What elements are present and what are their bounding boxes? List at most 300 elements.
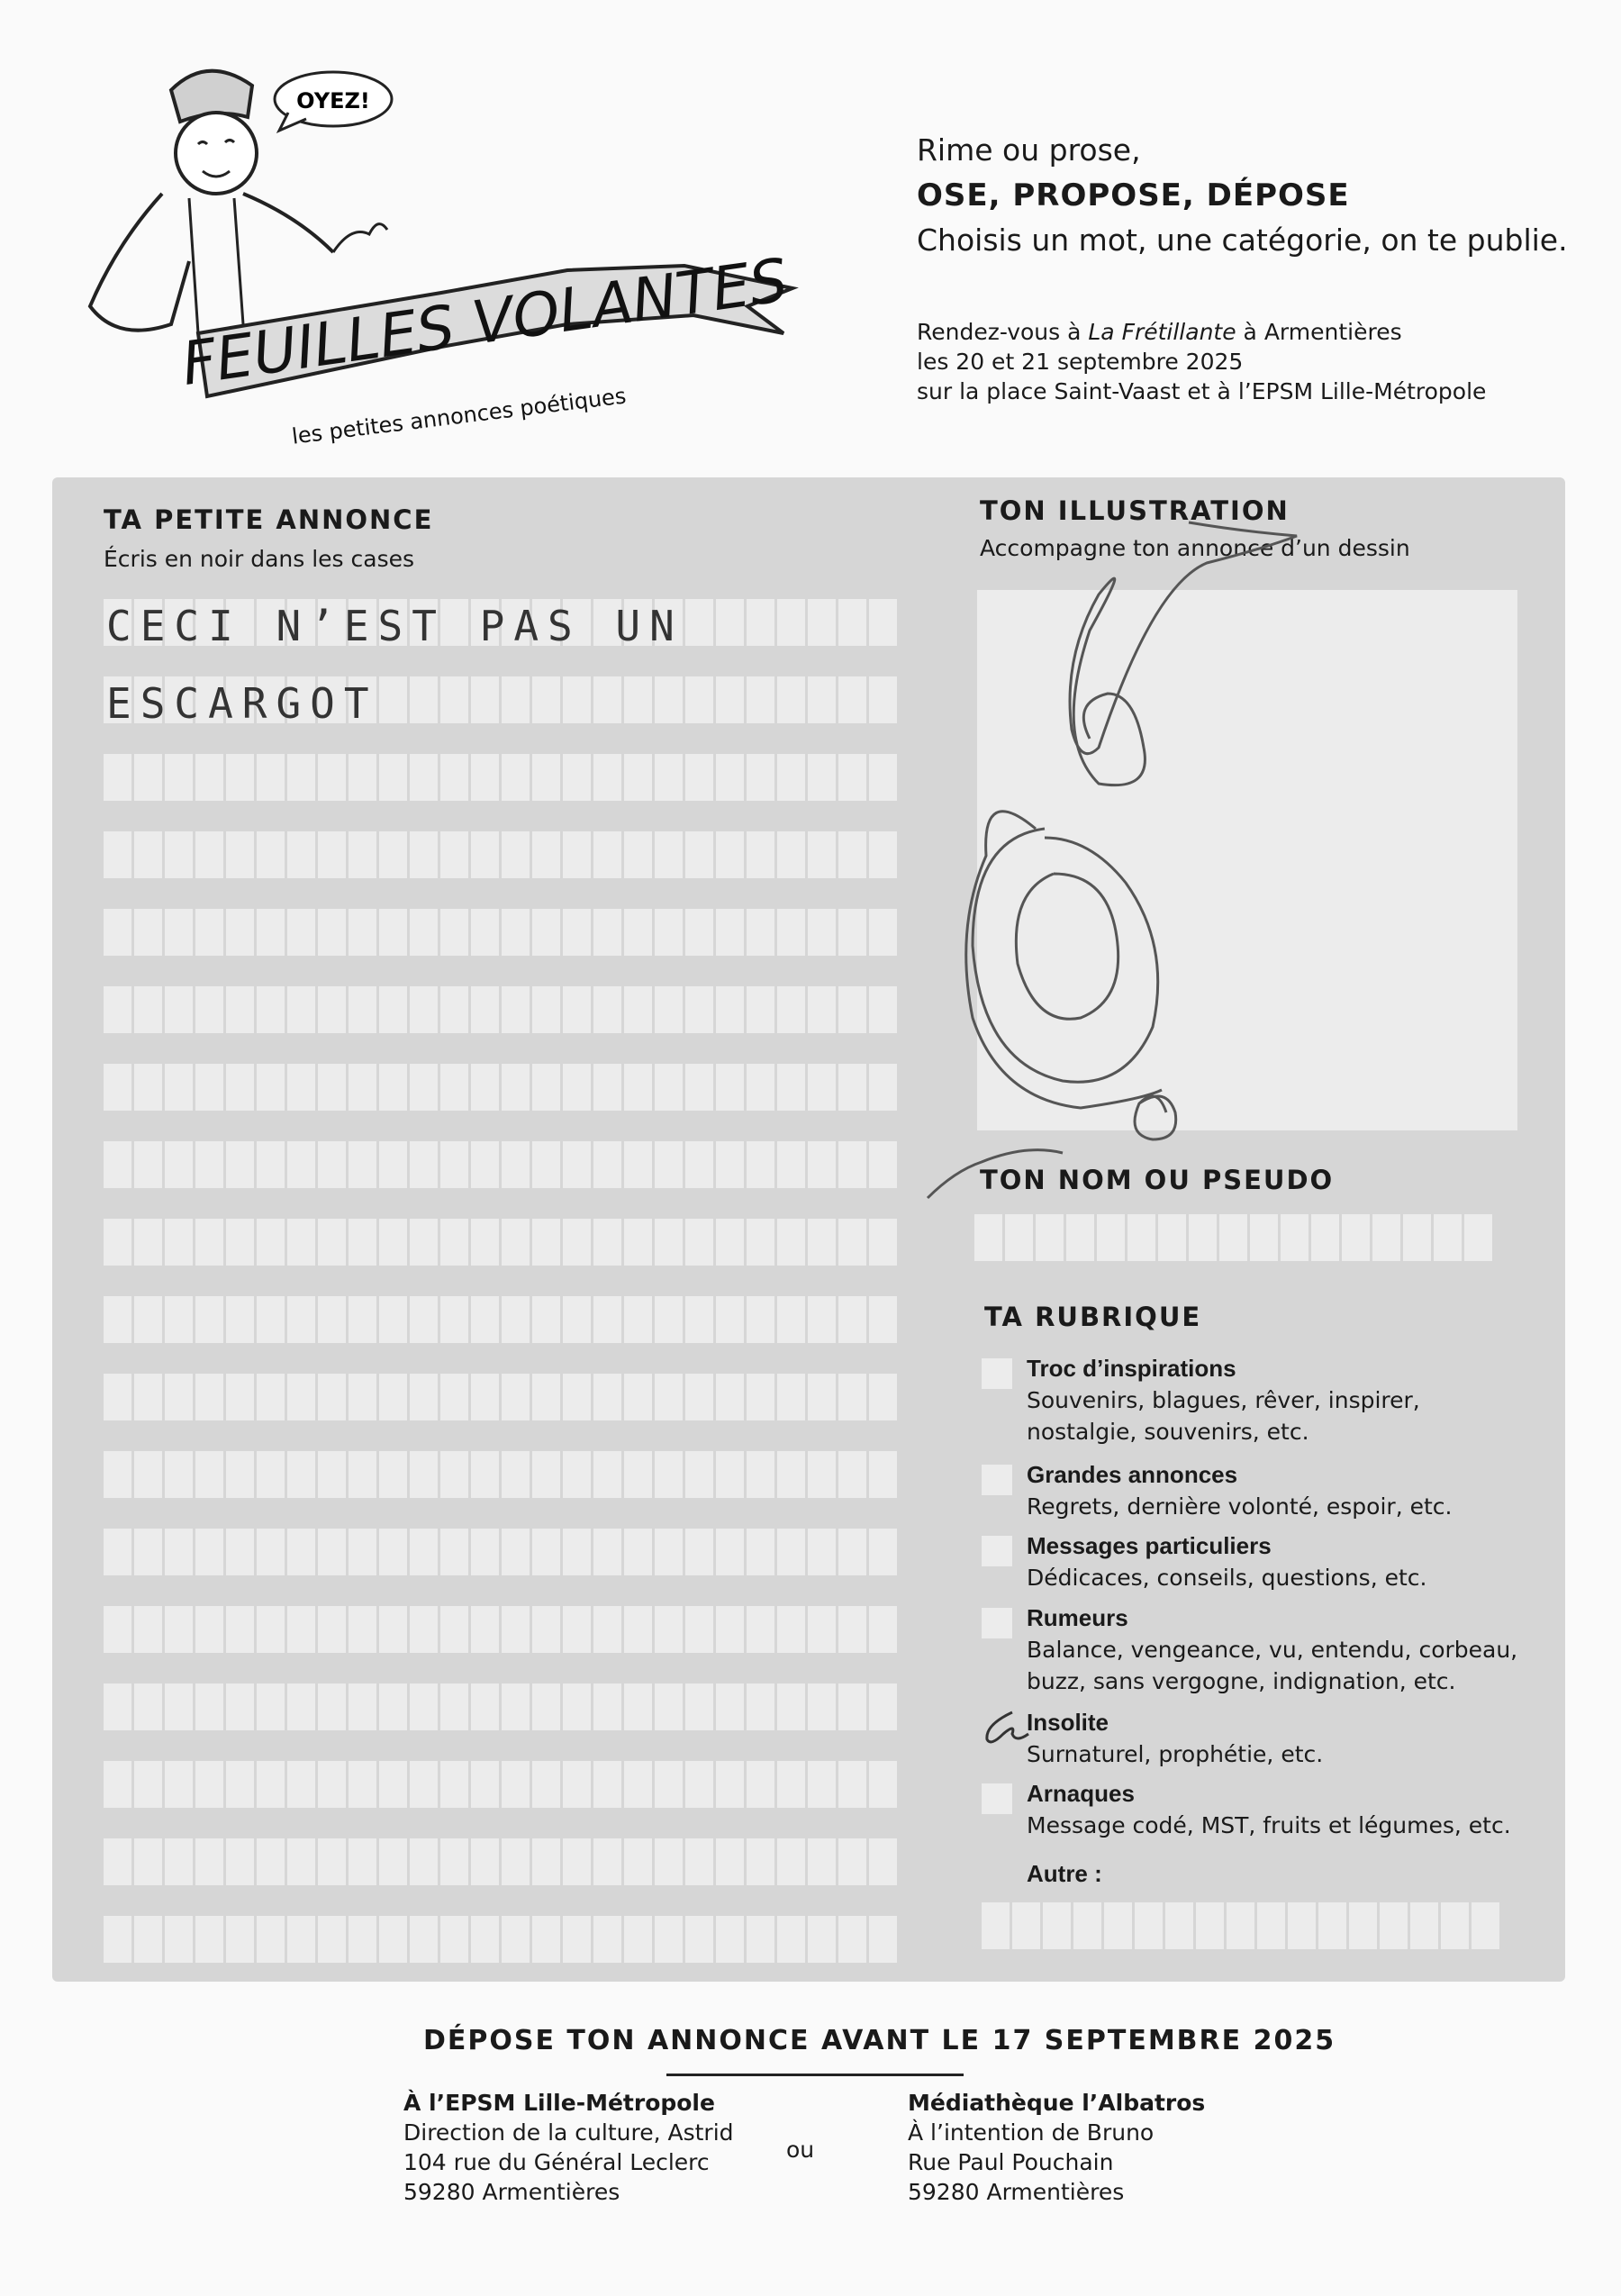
letter-box[interactable]	[440, 1529, 468, 1575]
letter-box[interactable]	[685, 1451, 713, 1498]
letter-box[interactable]	[134, 1374, 162, 1420]
letter-box[interactable]	[410, 1219, 438, 1266]
letter-box[interactable]	[838, 1141, 866, 1188]
letter-box[interactable]	[165, 1761, 193, 1808]
letter-box[interactable]	[655, 1451, 683, 1498]
letter-box[interactable]	[226, 909, 254, 956]
letter-box[interactable]	[502, 1296, 530, 1343]
letter-box[interactable]	[869, 1219, 897, 1266]
letter-box[interactable]	[165, 1529, 193, 1575]
letter-box[interactable]	[1380, 1902, 1408, 1949]
letter-box[interactable]	[410, 1529, 438, 1575]
letter-box[interactable]	[716, 1529, 744, 1575]
letter-box[interactable]	[747, 1916, 774, 1963]
letter-box[interactable]	[532, 986, 560, 1033]
letter-box[interactable]	[1349, 1902, 1377, 1949]
letter-box[interactable]	[195, 986, 223, 1033]
letter-box[interactable]	[716, 831, 744, 878]
letter-box[interactable]	[747, 754, 774, 801]
letter-box[interactable]	[195, 1064, 223, 1111]
letter-box[interactable]	[440, 1064, 468, 1111]
letter-box[interactable]	[195, 754, 223, 801]
letter-box[interactable]	[318, 1141, 346, 1188]
letter-box[interactable]	[349, 1916, 376, 1963]
letter-box[interactable]	[563, 1916, 591, 1963]
letter-box[interactable]	[624, 1451, 652, 1498]
letter-box[interactable]	[104, 1606, 131, 1653]
letter-box[interactable]	[226, 1916, 254, 1963]
letter-box[interactable]	[593, 1064, 621, 1111]
letter-box[interactable]	[318, 1838, 346, 1885]
letter-box[interactable]	[624, 1606, 652, 1653]
letter-box[interactable]	[104, 1529, 131, 1575]
letter-box[interactable]	[593, 986, 621, 1033]
letter-box[interactable]	[869, 909, 897, 956]
letter-box[interactable]	[716, 1683, 744, 1730]
letter-box[interactable]	[134, 1838, 162, 1885]
letter-box[interactable]	[226, 1064, 254, 1111]
letter-box[interactable]	[287, 1141, 315, 1188]
letter-box[interactable]	[104, 909, 131, 956]
category-rumeurs[interactable]	[974, 1602, 1531, 1697]
letter-box[interactable]	[165, 1683, 193, 1730]
letter-box[interactable]	[808, 1064, 836, 1111]
letter-box[interactable]	[777, 986, 805, 1033]
letter-box[interactable]	[134, 1761, 162, 1808]
letter-box[interactable]	[440, 986, 468, 1033]
letter-box[interactable]	[349, 1064, 376, 1111]
letter-box[interactable]	[685, 1219, 713, 1266]
letter-box[interactable]	[593, 1606, 621, 1653]
letter-box[interactable]	[716, 1838, 744, 1885]
letter-box[interactable]	[716, 1761, 744, 1808]
letter-box[interactable]	[716, 1374, 744, 1420]
letter-box[interactable]	[563, 1296, 591, 1343]
letter-box[interactable]	[838, 831, 866, 878]
letter-box[interactable]	[563, 1529, 591, 1575]
letter-box[interactable]	[104, 1838, 131, 1885]
letter-box[interactable]	[471, 1683, 499, 1730]
letter-box[interactable]	[257, 1916, 285, 1963]
letter-box[interactable]	[349, 1838, 376, 1885]
letter-box[interactable]	[655, 1761, 683, 1808]
letter-box[interactable]	[440, 1141, 468, 1188]
letter-box[interactable]	[134, 1064, 162, 1111]
letter-box[interactable]	[318, 1374, 346, 1420]
letter-box[interactable]	[747, 909, 774, 956]
category-messages[interactable]	[974, 1530, 1426, 1593]
letter-box[interactable]	[655, 676, 683, 723]
letter-box[interactable]	[502, 1761, 530, 1808]
letter-box[interactable]	[410, 1451, 438, 1498]
letter-box[interactable]	[624, 1141, 652, 1188]
letter-box[interactable]	[624, 754, 652, 801]
letter-box[interactable]	[655, 1838, 683, 1885]
letter-box[interactable]	[471, 1761, 499, 1808]
letter-box[interactable]	[532, 1064, 560, 1111]
letter-box[interactable]	[777, 1838, 805, 1885]
letter-box[interactable]	[318, 1683, 346, 1730]
letter-box[interactable]	[195, 831, 223, 878]
letter-box[interactable]	[165, 754, 193, 801]
letter-box[interactable]	[869, 676, 897, 723]
letter-box[interactable]	[655, 986, 683, 1033]
letter-box[interactable]	[165, 1064, 193, 1111]
letter-box[interactable]	[257, 1374, 285, 1420]
letter-box[interactable]	[655, 1296, 683, 1343]
letter-box[interactable]	[777, 754, 805, 801]
letter-box[interactable]	[318, 1606, 346, 1653]
letter-box[interactable]	[563, 1606, 591, 1653]
letter-box[interactable]	[838, 1606, 866, 1653]
letter-box[interactable]	[532, 1451, 560, 1498]
letter-box[interactable]	[777, 1064, 805, 1111]
letter-box[interactable]	[440, 1606, 468, 1653]
letter-box[interactable]	[379, 1916, 407, 1963]
letter-box[interactable]	[195, 909, 223, 956]
letter-box[interactable]	[1250, 1214, 1278, 1261]
letter-box[interactable]	[808, 1374, 836, 1420]
letter-box[interactable]	[747, 1683, 774, 1730]
letter-box[interactable]	[532, 1683, 560, 1730]
checkbox-arnaques[interactable]	[982, 1783, 1012, 1814]
letter-box[interactable]	[440, 909, 468, 956]
letter-box[interactable]	[808, 831, 836, 878]
letter-box[interactable]	[226, 1529, 254, 1575]
letter-box[interactable]	[104, 1761, 131, 1808]
letter-box[interactable]	[808, 1761, 836, 1808]
letter-box[interactable]	[257, 1064, 285, 1111]
checkbox-rumeurs[interactable]	[982, 1608, 1012, 1638]
letter-box[interactable]	[440, 754, 468, 801]
letter-box[interactable]	[318, 754, 346, 801]
letter-box[interactable]	[532, 831, 560, 878]
letter-box[interactable]	[1472, 1902, 1499, 1949]
letter-box[interactable]	[349, 1219, 376, 1266]
letter-box[interactable]	[104, 1374, 131, 1420]
letter-box[interactable]	[165, 1374, 193, 1420]
letter-box[interactable]	[440, 831, 468, 878]
letter-box[interactable]	[226, 1296, 254, 1343]
letter-box[interactable]	[869, 1683, 897, 1730]
checkbox-messages[interactable]	[982, 1536, 1012, 1566]
letter-box[interactable]	[869, 599, 897, 646]
category-insolite[interactable]	[974, 1707, 1323, 1770]
letter-box[interactable]	[716, 1916, 744, 1963]
letter-box[interactable]	[440, 1683, 468, 1730]
letter-box[interactable]	[808, 754, 836, 801]
letter-box[interactable]	[502, 1451, 530, 1498]
letter-box[interactable]	[1318, 1902, 1346, 1949]
checkbox-troc[interactable]	[982, 1358, 1012, 1389]
letter-box[interactable]	[685, 831, 713, 878]
letter-box[interactable]	[287, 1451, 315, 1498]
letter-box[interactable]	[379, 1761, 407, 1808]
letter-box[interactable]	[532, 1838, 560, 1885]
letter-box[interactable]	[287, 831, 315, 878]
letter-box[interactable]	[134, 909, 162, 956]
letter-box[interactable]	[195, 1219, 223, 1266]
letter-box[interactable]	[471, 676, 499, 723]
letter-box[interactable]	[838, 1064, 866, 1111]
letter-box[interactable]	[593, 909, 621, 956]
letter-box[interactable]	[532, 676, 560, 723]
letter-box[interactable]	[563, 1451, 591, 1498]
letter-box[interactable]	[379, 1374, 407, 1420]
letter-box[interactable]	[808, 1529, 836, 1575]
letter-box[interactable]	[257, 909, 285, 956]
letter-box[interactable]	[1342, 1214, 1370, 1261]
letter-box[interactable]	[195, 1683, 223, 1730]
letter-box[interactable]	[410, 1606, 438, 1653]
letter-box[interactable]	[685, 676, 713, 723]
letter-box[interactable]	[685, 1374, 713, 1420]
letter-box[interactable]	[440, 1296, 468, 1343]
letter-box[interactable]	[104, 1219, 131, 1266]
letter-box[interactable]	[624, 1374, 652, 1420]
letter-box[interactable]	[471, 831, 499, 878]
letter-box[interactable]	[563, 754, 591, 801]
letter-box[interactable]	[1288, 1902, 1316, 1949]
letter-box[interactable]	[165, 831, 193, 878]
letter-box[interactable]	[685, 1064, 713, 1111]
letter-box[interactable]	[777, 831, 805, 878]
letter-box[interactable]	[440, 1916, 468, 1963]
letter-box[interactable]	[410, 1683, 438, 1730]
letter-box[interactable]	[349, 831, 376, 878]
letter-box[interactable]	[104, 1296, 131, 1343]
letter-box[interactable]	[410, 676, 438, 723]
letter-box[interactable]	[532, 1529, 560, 1575]
letter-box[interactable]	[563, 1761, 591, 1808]
letter-box[interactable]	[502, 986, 530, 1033]
letter-box[interactable]	[869, 1529, 897, 1575]
letter-box[interactable]	[257, 986, 285, 1033]
letter-box[interactable]	[134, 1529, 162, 1575]
letter-box[interactable]	[1104, 1902, 1132, 1949]
letter-box[interactable]	[563, 831, 591, 878]
letter-box[interactable]	[624, 831, 652, 878]
letter-box[interactable]	[349, 909, 376, 956]
letter-box[interactable]	[1005, 1214, 1033, 1261]
letter-box[interactable]	[287, 986, 315, 1033]
letter-box[interactable]	[349, 1606, 376, 1653]
letter-box[interactable]	[349, 1529, 376, 1575]
letter-box[interactable]	[318, 986, 346, 1033]
letter-box[interactable]	[471, 986, 499, 1033]
letter-box[interactable]	[134, 1606, 162, 1653]
letter-box[interactable]	[349, 1683, 376, 1730]
letter-box[interactable]	[1227, 1902, 1254, 1949]
letter-box[interactable]	[777, 1529, 805, 1575]
letter-box[interactable]	[838, 986, 866, 1033]
letter-box[interactable]	[532, 1606, 560, 1653]
letter-box[interactable]	[195, 1916, 223, 1963]
letter-box[interactable]	[624, 1529, 652, 1575]
letter-box[interactable]	[104, 1916, 131, 1963]
letter-box[interactable]	[869, 831, 897, 878]
letter-box[interactable]	[838, 1761, 866, 1808]
letter-box[interactable]	[777, 1296, 805, 1343]
letter-box[interactable]	[838, 1219, 866, 1266]
letter-box[interactable]	[563, 1219, 591, 1266]
letter-box[interactable]	[747, 1838, 774, 1885]
letter-box[interactable]	[655, 1916, 683, 1963]
letter-box[interactable]	[502, 1683, 530, 1730]
letter-box[interactable]	[287, 909, 315, 956]
letter-box[interactable]	[257, 1761, 285, 1808]
letter-box[interactable]	[685, 1296, 713, 1343]
letter-box[interactable]	[563, 1141, 591, 1188]
letter-box[interactable]	[349, 1761, 376, 1808]
letter-box[interactable]	[410, 754, 438, 801]
letter-box[interactable]	[532, 1296, 560, 1343]
letter-box[interactable]	[655, 831, 683, 878]
letter-box[interactable]	[747, 1374, 774, 1420]
letter-box[interactable]	[747, 986, 774, 1033]
letter-box[interactable]	[165, 1451, 193, 1498]
letter-box[interactable]	[379, 1219, 407, 1266]
letter-box[interactable]	[1196, 1902, 1224, 1949]
letter-box[interactable]	[471, 1916, 499, 1963]
letter-box[interactable]	[471, 1064, 499, 1111]
letter-box[interactable]	[287, 1683, 315, 1730]
letter-box[interactable]	[685, 1141, 713, 1188]
letter-box[interactable]	[593, 1683, 621, 1730]
letter-box[interactable]	[410, 1838, 438, 1885]
letter-box[interactable]	[226, 1374, 254, 1420]
letter-box[interactable]	[869, 1296, 897, 1343]
letter-box[interactable]	[593, 1296, 621, 1343]
letter-box[interactable]	[685, 1761, 713, 1808]
letter-box[interactable]	[349, 1374, 376, 1420]
letter-box[interactable]	[716, 1219, 744, 1266]
letter-box[interactable]	[685, 1683, 713, 1730]
letter-box[interactable]	[777, 676, 805, 723]
letter-box[interactable]	[655, 1529, 683, 1575]
letter-box[interactable]	[593, 1219, 621, 1266]
letter-box[interactable]	[716, 599, 744, 646]
letter-box[interactable]	[379, 1451, 407, 1498]
letter-box[interactable]	[226, 1219, 254, 1266]
letter-box[interactable]	[257, 1451, 285, 1498]
checkbox-grandes-annonces[interactable]	[982, 1465, 1012, 1495]
letter-box[interactable]	[410, 1374, 438, 1420]
letter-box[interactable]	[747, 831, 774, 878]
letter-box[interactable]	[777, 1451, 805, 1498]
letter-box[interactable]	[318, 909, 346, 956]
letter-box[interactable]	[287, 1219, 315, 1266]
letter-box[interactable]	[165, 1296, 193, 1343]
category-grandes-annonces[interactable]	[974, 1459, 1452, 1522]
letter-box[interactable]	[471, 1374, 499, 1420]
letter-box[interactable]	[1257, 1902, 1285, 1949]
letter-box[interactable]	[716, 1296, 744, 1343]
letter-box[interactable]	[655, 1374, 683, 1420]
letter-box[interactable]	[165, 909, 193, 956]
letter-box[interactable]	[379, 1683, 407, 1730]
letter-box[interactable]	[563, 1683, 591, 1730]
letter-box[interactable]	[777, 599, 805, 646]
letter-box[interactable]	[532, 1219, 560, 1266]
letter-box[interactable]	[685, 754, 713, 801]
letter-box[interactable]	[226, 1838, 254, 1885]
letter-box[interactable]	[287, 1606, 315, 1653]
letter-box[interactable]	[593, 1761, 621, 1808]
letter-box[interactable]	[287, 1761, 315, 1808]
letter-box[interactable]	[685, 986, 713, 1033]
letter-box[interactable]	[471, 1606, 499, 1653]
letter-box[interactable]	[471, 909, 499, 956]
letter-box[interactable]	[1043, 1902, 1071, 1949]
letter-box[interactable]	[563, 1064, 591, 1111]
letter-box[interactable]	[257, 1296, 285, 1343]
letter-box[interactable]	[502, 831, 530, 878]
letter-box[interactable]	[982, 1902, 1010, 1949]
letter-box[interactable]	[1097, 1214, 1125, 1261]
letter-box[interactable]	[1311, 1214, 1339, 1261]
letter-box[interactable]	[593, 831, 621, 878]
letter-box[interactable]	[226, 1141, 254, 1188]
letter-box[interactable]	[655, 1064, 683, 1111]
letter-box[interactable]	[349, 1296, 376, 1343]
letter-box[interactable]	[716, 1451, 744, 1498]
letter-box[interactable]	[808, 909, 836, 956]
letter-box[interactable]	[838, 909, 866, 956]
letter-box[interactable]	[165, 1916, 193, 1963]
letter-box[interactable]	[257, 754, 285, 801]
letter-box[interactable]	[104, 986, 131, 1033]
letter-box[interactable]	[165, 986, 193, 1033]
letter-box[interactable]	[318, 1529, 346, 1575]
letter-box[interactable]	[134, 1916, 162, 1963]
letter-box[interactable]	[471, 1529, 499, 1575]
letter-box[interactable]	[195, 1374, 223, 1420]
letter-box[interactable]	[563, 1838, 591, 1885]
letter-box[interactable]	[226, 1761, 254, 1808]
letter-box[interactable]	[287, 1296, 315, 1343]
letter-box[interactable]	[134, 754, 162, 801]
letter-box[interactable]	[869, 1451, 897, 1498]
letter-box[interactable]	[593, 754, 621, 801]
letter-box[interactable]	[134, 1141, 162, 1188]
letter-box[interactable]	[502, 909, 530, 956]
letter-box[interactable]	[257, 1141, 285, 1188]
letter-box[interactable]	[838, 754, 866, 801]
letter-box[interactable]	[747, 1529, 774, 1575]
letter-box[interactable]	[1464, 1214, 1492, 1261]
letter-box[interactable]	[287, 1529, 315, 1575]
letter-box[interactable]	[134, 831, 162, 878]
letter-box[interactable]	[838, 1529, 866, 1575]
letter-box[interactable]	[869, 1916, 897, 1963]
category-arnaques[interactable]	[974, 1778, 1511, 1841]
letter-box[interactable]	[226, 1451, 254, 1498]
letter-box[interactable]	[593, 1916, 621, 1963]
letter-box[interactable]	[226, 831, 254, 878]
letter-box[interactable]	[838, 1451, 866, 1498]
letter-box[interactable]	[777, 1761, 805, 1808]
letter-box[interactable]	[808, 1838, 836, 1885]
letter-box[interactable]	[869, 1761, 897, 1808]
letter-box[interactable]	[165, 1838, 193, 1885]
letter-box[interactable]	[1441, 1902, 1469, 1949]
letter-box[interactable]	[287, 1374, 315, 1420]
letter-box[interactable]	[808, 1219, 836, 1266]
letter-box[interactable]	[104, 754, 131, 801]
letter-box[interactable]	[624, 1838, 652, 1885]
letter-box[interactable]	[624, 1916, 652, 1963]
